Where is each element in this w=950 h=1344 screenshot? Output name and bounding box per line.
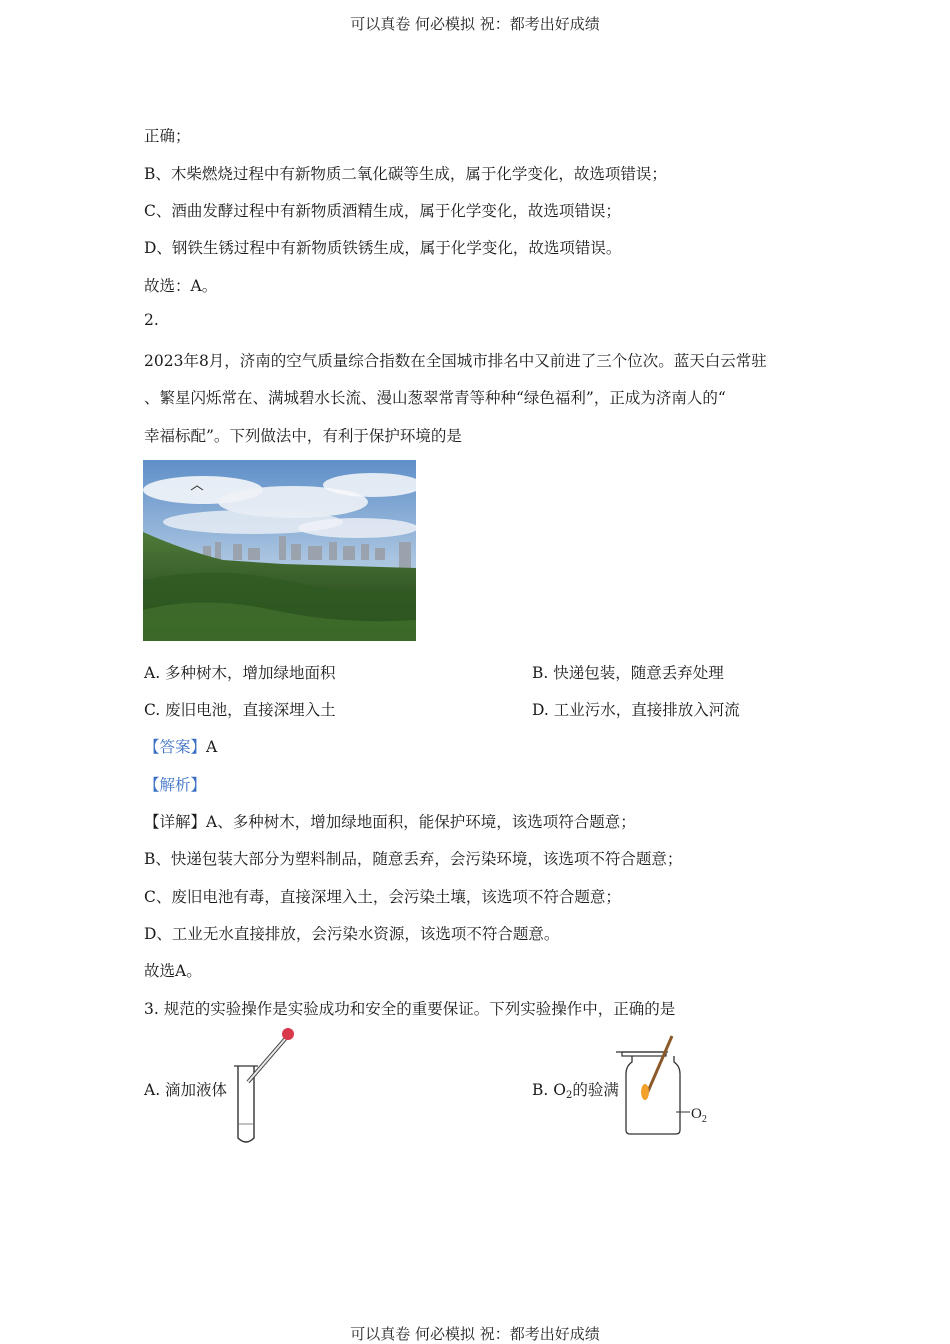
q1-tail-line-2: B、木柴燃烧过程中有新物质二氧化碳等生成，属于化学变化，故选项错误； [144, 165, 667, 183]
fig-b-label-sub: 2 [701, 1114, 707, 1125]
fig-b-label: O [691, 1106, 702, 1122]
option-b-prefix: B. O [532, 1081, 566, 1099]
q1-tail-line-4: D、钢铁生锈过程中有新物质铁锈生成，属于化学变化，故选项错误。 [144, 239, 622, 257]
svg-text:O2 [691, 1106, 707, 1125]
oxygen-bottle-figure [616, 1032, 714, 1138]
dropper-bulb [282, 1028, 294, 1040]
option-b-sub: 2 [565, 1090, 573, 1101]
q1-tail-line-1: 正确； [144, 127, 191, 145]
answer-value: A [206, 738, 218, 756]
q2-stem-line-2: 、繁星闪烁常在、满城碧水长流、漫山葱翠常青等种种“绿色福利”，正成为济南人的“ [144, 389, 726, 407]
answer-label: 【答案】 [144, 738, 207, 756]
q2-detail-line-1 [144, 810, 636, 832]
jinan-city-photo [143, 460, 416, 641]
q2-option-c[interactable]: C. 废旧电池，直接深埋入土 [144, 701, 336, 719]
q3-option-a[interactable]: A. 滴加液体 [144, 1081, 228, 1099]
q2-detail-line-5: 故选A。 [144, 962, 202, 980]
q2-option-b[interactable]: B. 快递包装，随意丢弃处理 [532, 664, 724, 682]
detail-label: 【详解】 [144, 813, 207, 831]
flame-icon [641, 1084, 649, 1100]
q1-tail-line-5: 故选：A。 [144, 277, 218, 295]
q2-stem-line-1: 2023年8月，济南的空气质量综合指数在全国城市排名中又前进了三个位次。蓝天白云常驻 [144, 352, 767, 370]
q1-tail-line-3: C、酒曲发酵过程中有新物质酒精生成，属于化学变化，故选项错误； [144, 202, 621, 220]
q2-detail-line-3: C、废旧电池有毒，直接深埋入土，会污染土壤，该选项不符合题意； [144, 888, 621, 906]
q3-stem: 3. 规范的实验操作是实验成功和安全的重要保证。下列实验操作中，正确的是 [144, 1000, 676, 1018]
dropping-liquid-figure [228, 1024, 300, 1148]
page-footer: 可以真卷 何必模拟 祝：都考出好成绩 [350, 1325, 600, 1343]
q2-detail-line-4: D、工业无水直接排放，会污染水资源，该选项不符合题意。 [144, 925, 560, 943]
detail-text-1: A、多种树木，增加绿地面积，能保护环境，该选项符合题意； [206, 813, 636, 831]
q3-option-b[interactable] [532, 1078, 619, 1101]
q2-option-d[interactable]: D. 工业污水，直接排放入河流 [532, 701, 740, 719]
q2-answer [144, 735, 217, 757]
q2-option-a[interactable]: A. 多种树木，增加绿地面积 [144, 664, 336, 682]
q2-analysis-label: 【解析】 [144, 776, 207, 794]
page-header: 可以真卷 何必模拟 祝：都考出好成绩 [350, 15, 600, 33]
q2-stem-line-3: 幸福标配”。下列做法中，有利于保护环境的是 [144, 427, 462, 445]
q2-detail-line-2: B、快递包装大部分为塑料制品，随意丢弃，会污染环境，该选项不符合题意； [144, 850, 683, 868]
option-b-suffix: 的验满 [572, 1081, 619, 1099]
q2-number: 2. [144, 311, 159, 329]
